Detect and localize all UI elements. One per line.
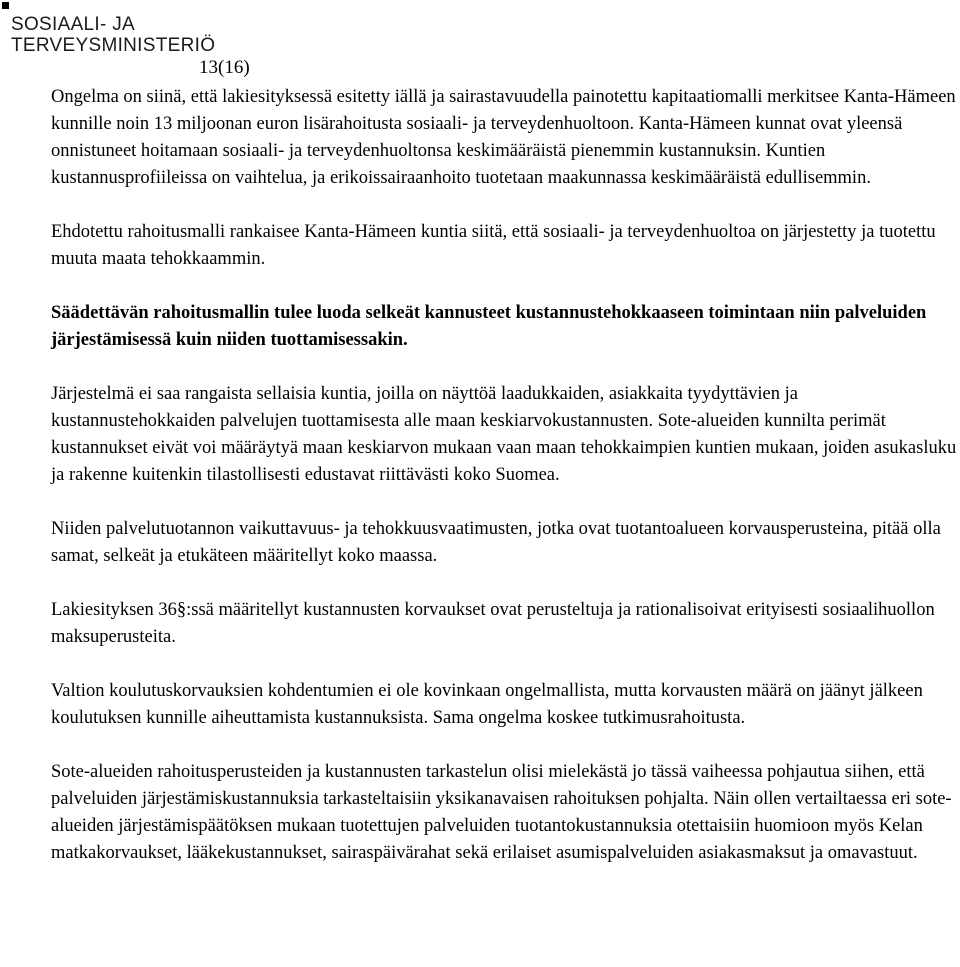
page-number: 13(16) xyxy=(199,57,250,78)
paragraph-section-36: Lakiesityksen 36§:ssä määritellyt kustannusten korvaukset ovat perusteltuja ja rationalisoivat erityisesti sosiaalihuollon maksuperusteita. xyxy=(51,600,935,647)
paragraph-key-statement: Säädettävän rahoitusmallin tulee luoda selkeät kannusteet kustannustehokkaaseen toimintaan niin palveluiden järjestämisessä kuin niiden tuottamisessakin. xyxy=(51,303,927,350)
paragraph-proposed-model: Ehdotettu rahoitusmalli rankaisee Kanta-Hämeen kuntia siitä, että sosiaali- ja terveydenhuoltoa on järjestetty ja tuotettu muuta maata tehokkaammin. xyxy=(51,222,936,269)
ministry-logo xyxy=(11,14,215,56)
paragraph-system-fairness: Järjestelmä ei saa rangaista sellaisia kuntia, joilla on näyttöä laadukkaiden, asiakkaita tyydyttävien ja kustannustehokkaiden palvelujen tuottamisesta alle maan keskiarvokustannusten. Sote-alueiden kunnilta perimät kustannukset eivät voi määräytyä maan keskiarvon mukaan vaan maan tehokkaimpien kuntien mukaan, joiden asukasluku ja rakenne kuitenkin tilastollisesti edustavat riittävästi koko Suomea. xyxy=(51,384,957,485)
logo-line-1: SOSIAALI- JA xyxy=(11,14,135,35)
paragraph-single-channel-funding: Sote-alueiden rahoitusperusteiden ja kustannusten tarkastelun olisi mielekästä jo tässä vaiheessa pohjautua siihen, että palveluiden järjestämiskustannuksia tarkasteltaisiin yksikanavaisen rahoituksen pohjalta. Näin ollen vertailtaessa eri sote-alueiden järjestämispäätöksen mukaan tuotettujen palveluiden tuotantokustannuksia otettaisiin huomioon myös Kelan matkakorvaukset, lääkekustannukset, sairaspäivärahat sekä erilaiset asumispalveluiden asiakasmaksut ja omavastuut. xyxy=(51,762,952,863)
logo-line-2: TERVEYSMINISTERIÖ xyxy=(11,35,216,56)
paragraph-efficiency-requirements: Niiden palvelutuotannon vaikuttavuus- ja tehokkuusvaatimusten, jotka ovat tuotantoalueen korvausperusteina, pitää olla samat, selkeät ja etukäteen määritellyt koko maassa. xyxy=(51,519,941,566)
logo-square-mark xyxy=(2,2,9,9)
paragraph-funding-problem: Ongelma on siinä, että lakiesityksessä esitetty iällä ja sairastavuudella painotettu kapitaatiomalli merkitsee Kanta-Hämeen kunnille noin 13 miljoonan euron lisärahoitusta sosiaali- ja terveydenhuoltoon. Kanta-Hämeen kunnat ovat yleensä onnistuneet hoitamaan sosiaali- ja terveydenhuoltonsa keskimääräistä pienemmin kustannuksin. Kuntien kustannusprofiileissa on vaihtelua, ja erikoissairaanhoito tuotetaan maakunnassa keskimääräistä edullisemmin. xyxy=(51,87,956,188)
paragraph-education-compensation: Valtion koulutuskorvauksien kohdentumien ei ole kovinkaan ongelmallista, mutta korvausten määrä on jäänyt jälkeen koulutuksen kunnille aiheuttamista kustannuksista. Sama ongelma koskee tutkimusrahoitusta. xyxy=(51,681,923,728)
document-body xyxy=(51,84,957,894)
